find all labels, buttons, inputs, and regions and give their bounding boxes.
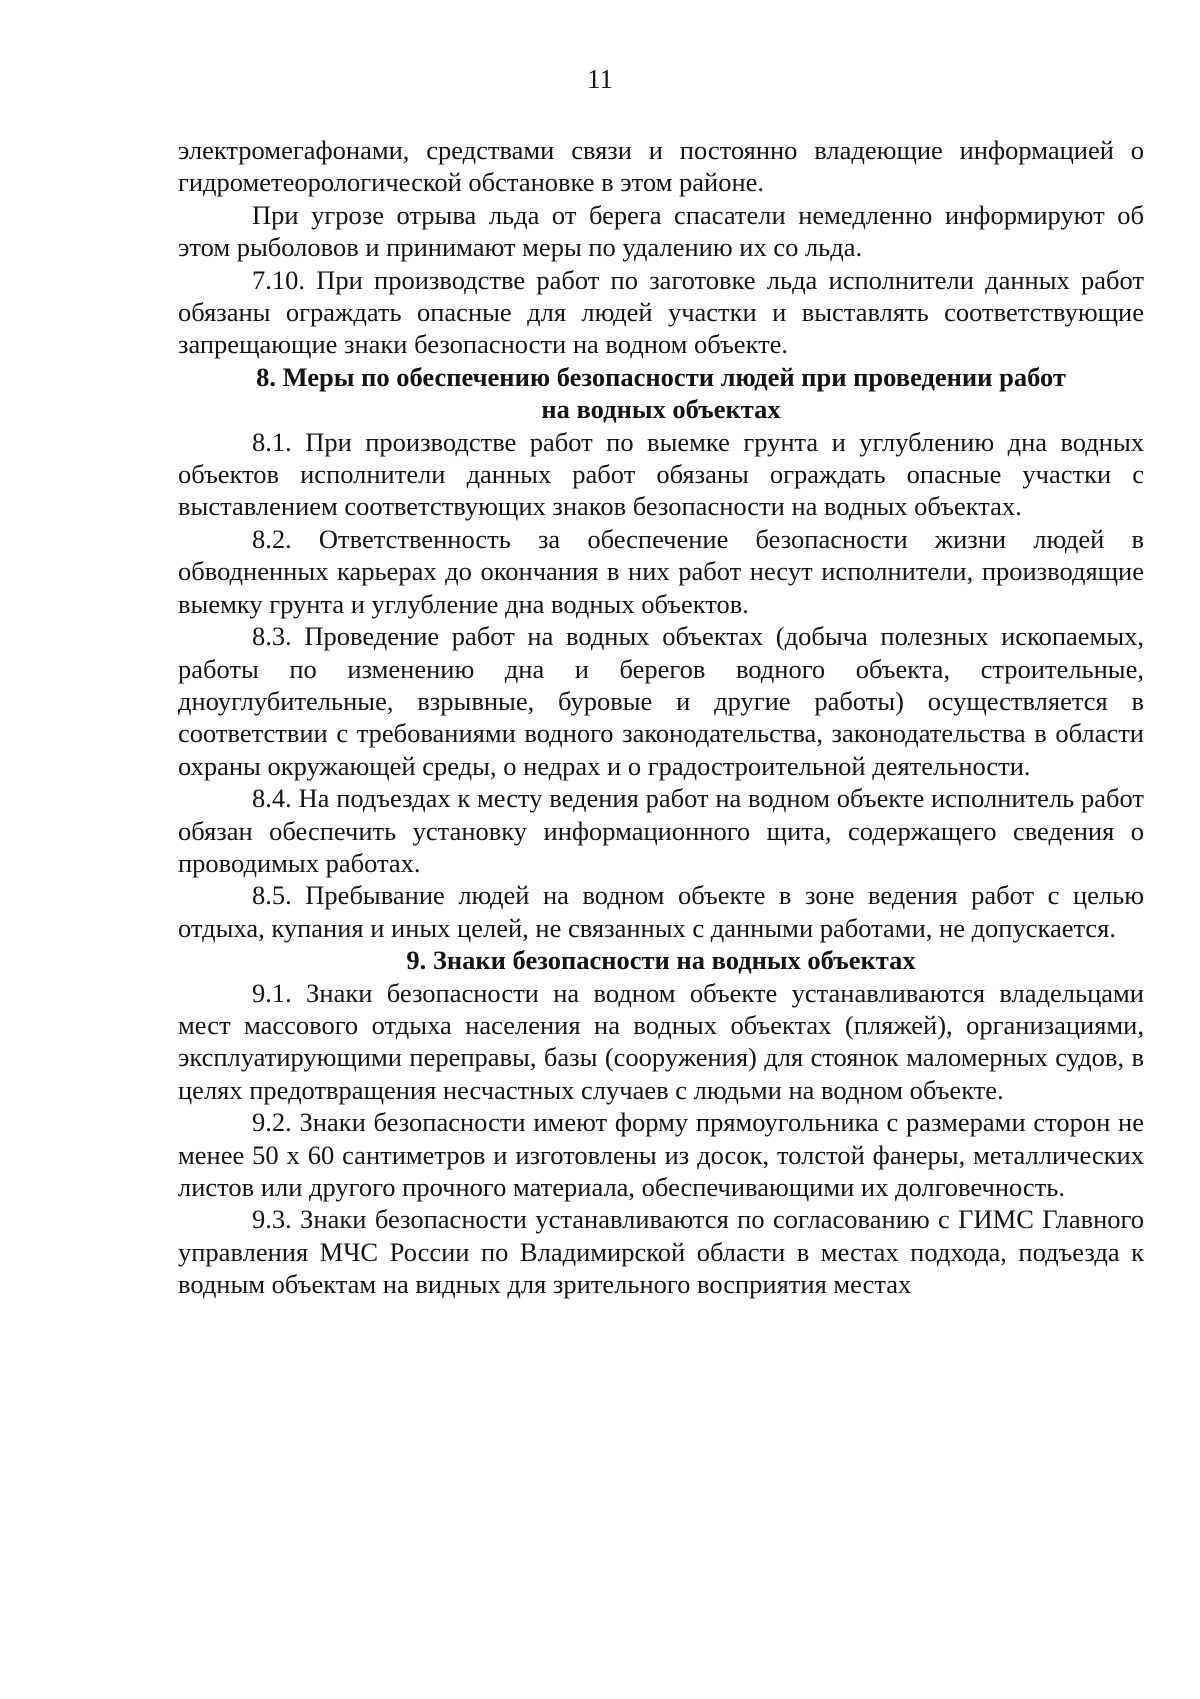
document-body bbox=[178, 134, 1144, 1301]
paragraph-ice-threat: При угрозе отрыва льда от берега спасатели немедленно информируют об этом рыболовов и принимают меры по удалению их со льда. bbox=[178, 199, 1144, 263]
paragraph-7-10: 7.10. При производстве работ по заготовке льда исполнители данных работ обязаны ограждать опасные для людей участки и выставлять соответствующие запрещающие знаки безопасности на водном объекте. bbox=[178, 264, 1144, 360]
paragraph-9-2: 9.2. Знаки безопасности имеют форму прямоугольника с размерами сторон не менее 50 х 60 сантиметров и изготовлены из досок, толстой фанеры, металлических листов или другого прочного материала, обеспечивающими их долговечность. bbox=[178, 1107, 1144, 1202]
page-number: 11 bbox=[587, 64, 613, 94]
paragraph-continuation: электромегафонами, средствами связи и постоянно владеющие информацией о гидрометеорологической обстановке в этом районе. bbox=[178, 135, 1144, 198]
paragraph-8-3: 8.3. Проведение работ на водных объектах (добыча полезных ископаемых, работы по изменению дна и берегов водного объекта, строительные, дноуглубительные, взрывные, буровые и другие работы) осуществляется в соответствии с требованиями водного законодательства, законодательства в области охраны окружающей среды, о недрах и о градостроительной деятельности. bbox=[178, 621, 1144, 781]
section-8-heading-line1: 8. Меры по обеспечению безопасности людей при проведении работ bbox=[256, 361, 1066, 392]
section-8-heading bbox=[178, 361, 1144, 426]
paragraph-8-5: 8.5. Пребывание людей на водном объекте в зоне ведения работ с целью отдыха, купания и иных целей, не связанных с данными работами, не допускается. bbox=[178, 880, 1144, 943]
paragraph-8-1: 8.1. При производстве работ по выемке грунта и углублению дна водных объектов исполнители данных работ обязаны ограждать опасные участки с выставлением соответствующих знаков безопасности на водных объектах. bbox=[178, 426, 1144, 522]
section-9-heading: 9. Знаки безопасности на водных объектах bbox=[406, 945, 916, 976]
section-8-heading-line2: на водных объектах bbox=[541, 394, 781, 425]
paragraph-8-4: 8.4. На подъездах к месту ведения работ на водном объекте исполнитель работ обязан обеспечить установку информационного щита, содержащего сведения о проводимых работах. bbox=[178, 783, 1144, 878]
paragraph-8-2: 8.2. Ответственность за обеспечение безопасности жизни людей в обводненных карьерах до окончания в них работ несут исполнители, производящие выемку грунта и углубление дна водных объектов. bbox=[178, 523, 1144, 619]
paragraph-9-3: 9.3. Знаки безопасности устанавливаются по согласованию с ГИМС Главного управления МЧС России по Владимирской области в местах подхода, подъезда к водным объектам на видных для зрительного восприятия местах bbox=[178, 1204, 1144, 1300]
paragraph-9-1: 9.1. Знаки безопасности на водном объекте устанавливаются владельцами мест массового отдыха населения на водных объектах (пляжей), организациями, эксплуатирующими переправы, базы (сооружения) для стоянок маломерных судов, в целях предотвращения несчастных случаев с людьми на водном объекте. bbox=[178, 977, 1144, 1105]
